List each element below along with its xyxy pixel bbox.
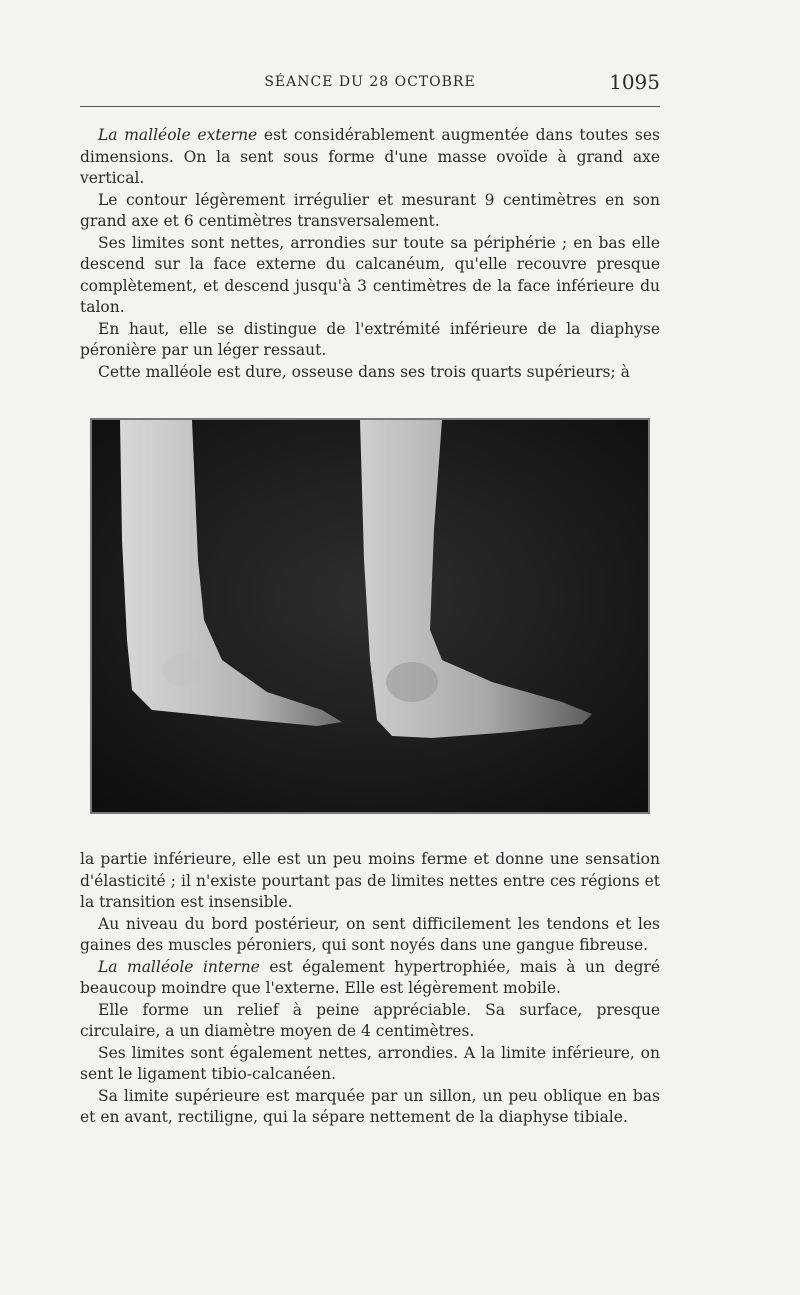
emphasis: La malléole interne (98, 957, 260, 976)
paragraph: la partie inférieure, elle est un peu moins ferme et donne une sensation d'élasticité ; il n'existe pourtant pas de limites nettes entre ces régions et la transition est insensible. (80, 850, 660, 911)
header-rule (80, 106, 660, 107)
paragraph (80, 957, 660, 1000)
legs-photograph (92, 420, 648, 812)
photograph-figure (90, 418, 650, 814)
paragraph: Ses limites sont nettes, arrondies sur toute sa périphérie ; en bas elle descend sur la face externe du calcanéum, qu'elle recouvre presque complètement, et descend jusqu'à 3 centimètres de la face inférieure du talon. (80, 233, 660, 316)
paragraph-text: est considérablement augmentée dans toutes ses dimensions. On la sent sous forme d'une masse ovoïde à grand axe vertical. (80, 126, 660, 187)
paragraph: Ses limites sont également nettes, arrondies. A la limite inférieure, on sent le ligament tibio-calcanéen. (80, 1043, 660, 1083)
paragraph: Elle forme un relief à peine appréciable. Sa surface, presque circulaire, a un diamètre moyen de 4 centimètres. (80, 1000, 660, 1040)
text-block-bottom (80, 849, 660, 1129)
running-head: SÉANCE DU 28 OCTOBRE (264, 74, 476, 90)
paragraph: Cette malléole est dure, osseuse dans ses trois quarts supérieurs; à (98, 362, 630, 381)
paragraph (80, 125, 660, 190)
paragraph: En haut, elle se distingue de l'extrémité inférieure de la diaphyse péronière par un léger ressaut. (80, 319, 660, 359)
text-block-top (80, 125, 660, 383)
paragraph-text: est également hypertrophiée, mais à un degré beaucoup moindre que l'externe. Elle est légèrement mobile. (80, 957, 660, 997)
paragraph: Sa limite supérieure est marquée par un sillon, un peu oblique en bas et en avant, rectiligne, qui la sépare nettement de la diaphyse tibiale. (80, 1086, 660, 1126)
page-number: 1095 (609, 70, 660, 94)
paragraph: Au niveau du bord postérieur, on sent difficilement les tendons et les gaines des muscles péroniers, qui sont noyés dans une gangue fibreuse. (80, 914, 660, 954)
page-header (80, 70, 660, 100)
emphasis: La malléole externe (98, 126, 258, 144)
paragraph: Le contour légèrement irrégulier et mesurant 9 centimètres en son grand axe et 6 centimètres transversalement. (80, 190, 660, 230)
